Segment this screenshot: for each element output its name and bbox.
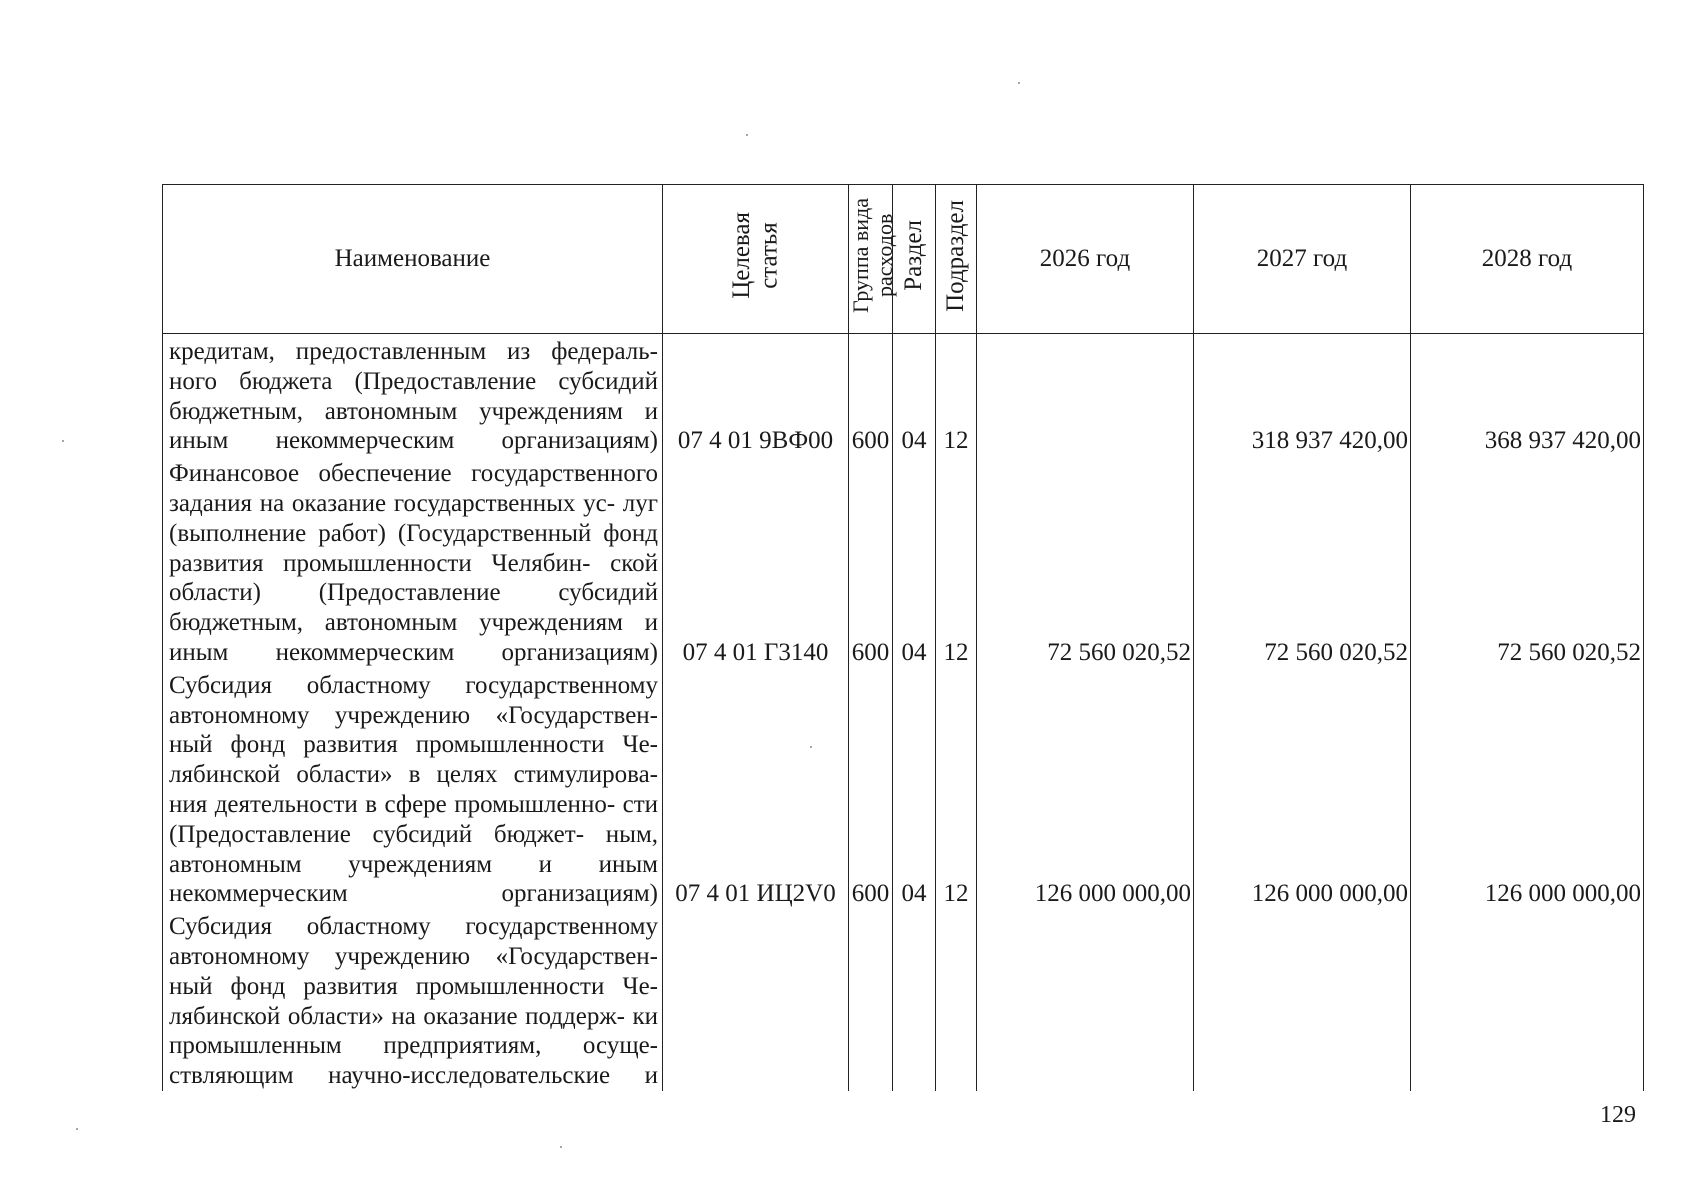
row-expense-group bbox=[849, 909, 893, 1091]
page-number: 129 bbox=[1600, 1102, 1636, 1128]
row-2028: 368 937 420,00 bbox=[1411, 334, 1644, 457]
row-subsection: 12 bbox=[936, 334, 977, 457]
row-2027: 72 560 020,52 bbox=[1194, 456, 1411, 668]
table-row bbox=[163, 456, 1644, 668]
table-row bbox=[163, 909, 1644, 1091]
row-2028 bbox=[1411, 909, 1644, 1091]
table-row bbox=[163, 668, 1644, 909]
row-subsection: 12 bbox=[936, 668, 977, 909]
row-2027: 318 937 420,00 bbox=[1194, 334, 1411, 457]
header-expense-group: Группа вида расходов bbox=[849, 185, 893, 334]
scan-speck bbox=[746, 134, 748, 136]
header-section: Раздел bbox=[893, 185, 936, 334]
row-2026: 72 560 020,52 bbox=[977, 456, 1194, 668]
row-2028: 126 000 000,00 bbox=[1411, 668, 1644, 909]
row-name: Субсидия областному государственному автономному учреждению «Государствен- ный фонд развития промышленности Че- лябинской области» в целях стимулирова- ния деятельности в сфере промышленно- сти (Предоставление субсидий бюджет- ным, автономным учреждениям и иным некоммерческим организациям) bbox=[163, 668, 663, 909]
row-subsection bbox=[936, 909, 977, 1091]
header-row bbox=[163, 185, 1644, 334]
row-2026 bbox=[977, 334, 1194, 457]
header-2028: 2028 год bbox=[1411, 185, 1644, 334]
row-section: 04 bbox=[893, 334, 936, 457]
row-target-article: 07 4 01 ИЦ2V0 bbox=[663, 668, 849, 909]
row-target-article: 07 4 01 9ВФ00 bbox=[663, 334, 849, 457]
row-section: 04 bbox=[893, 456, 936, 668]
row-section: 04 bbox=[893, 668, 936, 909]
scan-speck bbox=[560, 1146, 562, 1148]
row-2027: 126 000 000,00 bbox=[1194, 668, 1411, 909]
header-subsection: Подраздел bbox=[936, 185, 977, 334]
row-expense-group: 600 bbox=[849, 456, 893, 668]
row-2026: 126 000 000,00 bbox=[977, 668, 1194, 909]
row-2026 bbox=[977, 909, 1194, 1091]
row-target-article bbox=[663, 909, 849, 1091]
scan-speck bbox=[62, 440, 64, 442]
row-name: кредитам, предоставленным из федераль- ного бюджета (Предоставление субсидий бюджетным, автономным учреждениям и иным некоммерческим организациям) bbox=[163, 334, 663, 457]
header-2026: 2026 год bbox=[977, 185, 1194, 334]
scan-speck bbox=[1018, 82, 1020, 84]
row-section bbox=[893, 909, 936, 1091]
row-name: Финансовое обеспечение государственного задания на оказание государственных ус- луг (выполнение работ) (Государственный фонд развития промышленности Челябин- ской области) (Предоставление субсидий бюджетным, автономным учреждениям и иным некоммерческим организациям) bbox=[163, 456, 663, 668]
table-row bbox=[163, 334, 1644, 457]
row-subsection: 12 bbox=[936, 456, 977, 668]
row-target-article: 07 4 01 Г3140 bbox=[663, 456, 849, 668]
row-2027 bbox=[1194, 909, 1411, 1091]
header-name: Наименование bbox=[163, 185, 663, 334]
budget-table bbox=[162, 184, 1644, 1091]
row-2028: 72 560 020,52 bbox=[1411, 456, 1644, 668]
scan-speck bbox=[76, 1128, 78, 1130]
header-2027: 2027 год bbox=[1194, 185, 1411, 334]
row-expense-group: 600 bbox=[849, 334, 893, 457]
row-name: Субсидия областному государственному автономному учреждению «Государствен- ный фонд развития промышленности Че- лябинской области» на оказание поддерж- ки промышленным предприятиям, осуще- ствляющим научно-исследовательские и bbox=[163, 909, 663, 1091]
row-expense-group: 600 bbox=[849, 668, 893, 909]
header-target-article: Целевая статья bbox=[663, 185, 849, 334]
scan-speck bbox=[810, 746, 812, 748]
